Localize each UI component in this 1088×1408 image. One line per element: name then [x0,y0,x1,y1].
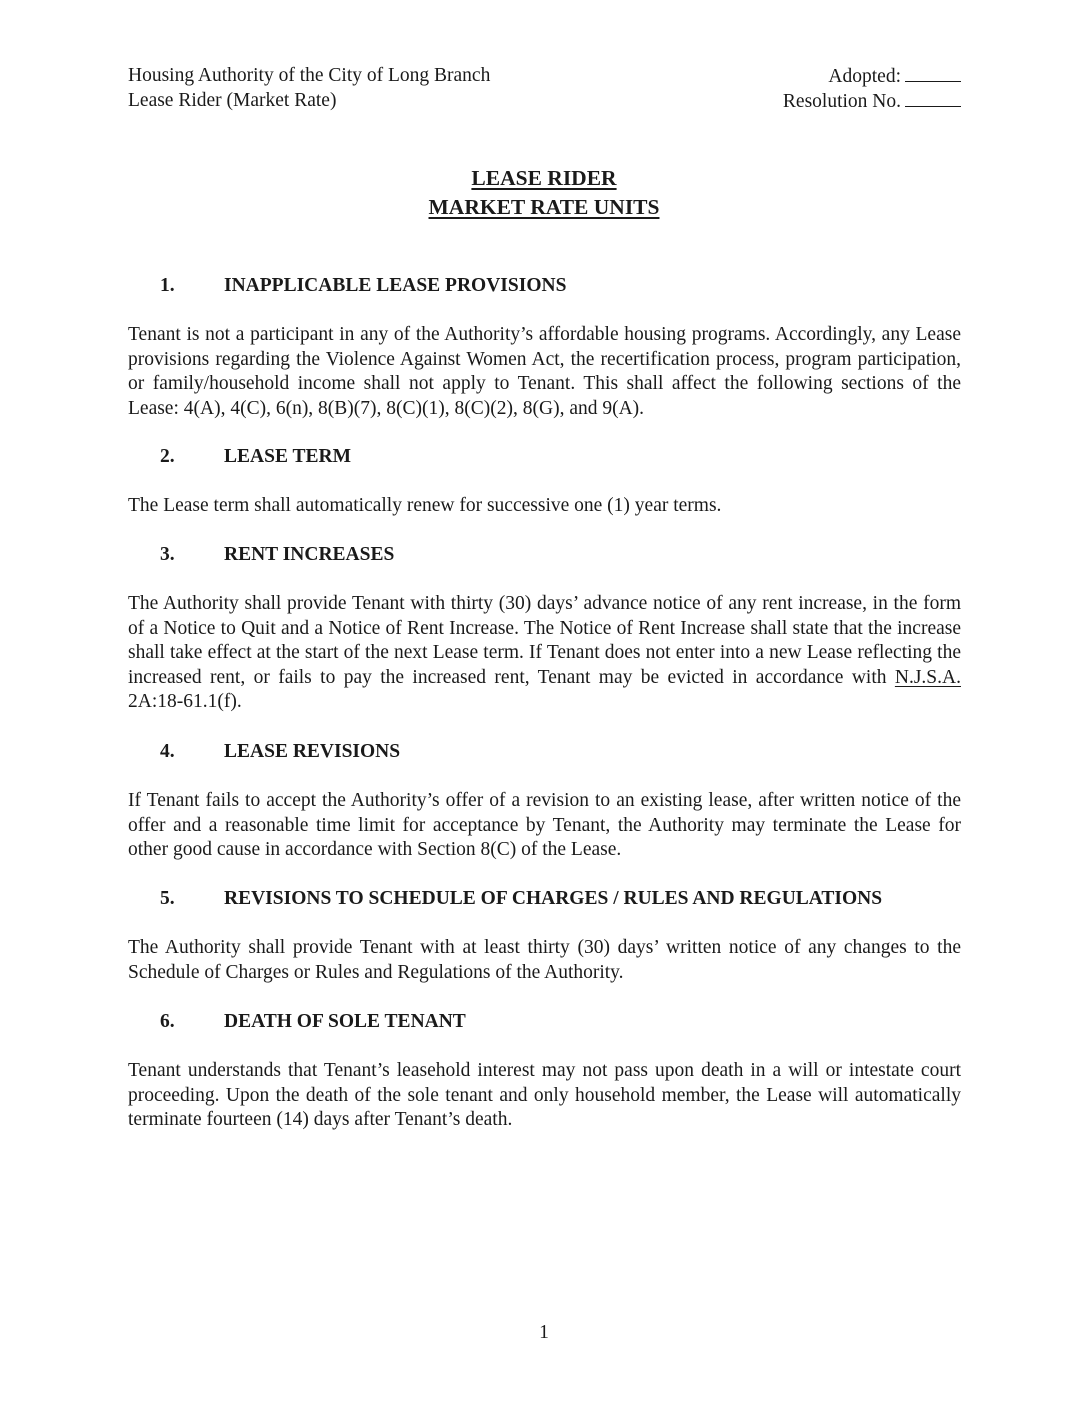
adopted-blank [905,64,961,82]
section-3-text [128,592,961,715]
section-number: 3. [160,544,175,565]
section-number: 1. [160,275,175,296]
page-number: 1 [539,1322,549,1343]
citation-njsa: N.J.S.A. [894,666,961,688]
section-6-heading [160,1010,466,1034]
section-number: 5. [160,888,175,909]
section-number: 4. [160,741,175,762]
document-header [128,64,961,114]
section-1-text: Tenant is not a participant in any of the Authority’s affordable housing programs. Accordingly, any Lease provisions regarding the Violence Against Women Act, the recertification process, program participation, or family/household income shall not apply to Tenant. This shall affect the following sections of the Lease: 4(A), 4(C), 6(n), 8(B)(7), 8(C)(1), 8(C)(2), 8(G), and 9(A). [128,324,961,419]
section-4-heading [160,740,400,764]
document-title [0,164,1088,222]
header-doc: Lease Rider (Market Rate) [128,90,337,111]
section-6-text: Tenant understands that Tenant’s leasehold interest may not pass upon death in a will or intestate court proceeding. Upon the death of the sole tenant and only household member, the Lease will automatically terminate fourteen (14) days after Tenant’s death. [128,1060,961,1131]
header-row-1 [128,64,961,89]
section-1-heading [160,274,566,298]
section-title: INAPPLICABLE LEASE PROVISIONS [224,275,567,296]
citation-section: 2A:18-61.1(f). [128,691,242,713]
section-title: LEASE REVISIONS [224,741,401,762]
resolution-blank [905,89,961,107]
section-4-text: If Tenant fails to accept the Authority’s offer of a revision to an existing lease, after written notice of the offer and a reasonable time limit for acceptance by Tenant, the Authority may terminate the Lease for other good cause in accordance with Section 8(C) of the Lease. [128,790,961,861]
header-org: Housing Authority of the City of Long Branch [128,65,491,86]
section-number: 2. [160,446,175,467]
resolution-field [783,89,961,114]
header-row-2 [128,89,961,114]
section-5-heading [160,887,882,911]
section-3-heading [160,543,394,567]
section-2-text: The Lease term shall automatically renew for successive one (1) year terms. [128,495,722,516]
section-title: RENT INCREASES [224,544,395,565]
adopted-field [828,64,961,89]
adopted-label: Adopted: [828,66,901,87]
section-title: LEASE TERM [224,446,351,467]
section-5-text: The Authority shall provide Tenant with at least thirty (30) days’ written notice of any changes to the Schedule of Charges or Rules and Regulations of the Authority. [128,937,961,983]
section-2-heading [160,445,351,469]
section-title: DEATH OF SOLE TENANT [224,1011,466,1032]
resolution-label: Resolution No. [782,91,901,112]
title-line-1: LEASE RIDER [471,166,617,190]
section-title: REVISIONS TO SCHEDULE OF CHARGES / RULES AND REGULATIONS [224,888,883,909]
section-number: 6. [160,1011,175,1032]
section-3-body: The Authority shall provide Tenant with thirty (30) days’ advance notice of any rent increase, in the form of a Notice to Quit and a Notice of Rent Increase. The Notice of Rent Increase shall state that the increase shall take effect at the start of the next Lease term. If Tenant does not enter into a new Lease reflecting the increased rent, or fails to pay the increased rent, Tenant may be evicted in accordance with [128,593,961,688]
title-line-2: MARKET RATE UNITS [428,195,660,219]
